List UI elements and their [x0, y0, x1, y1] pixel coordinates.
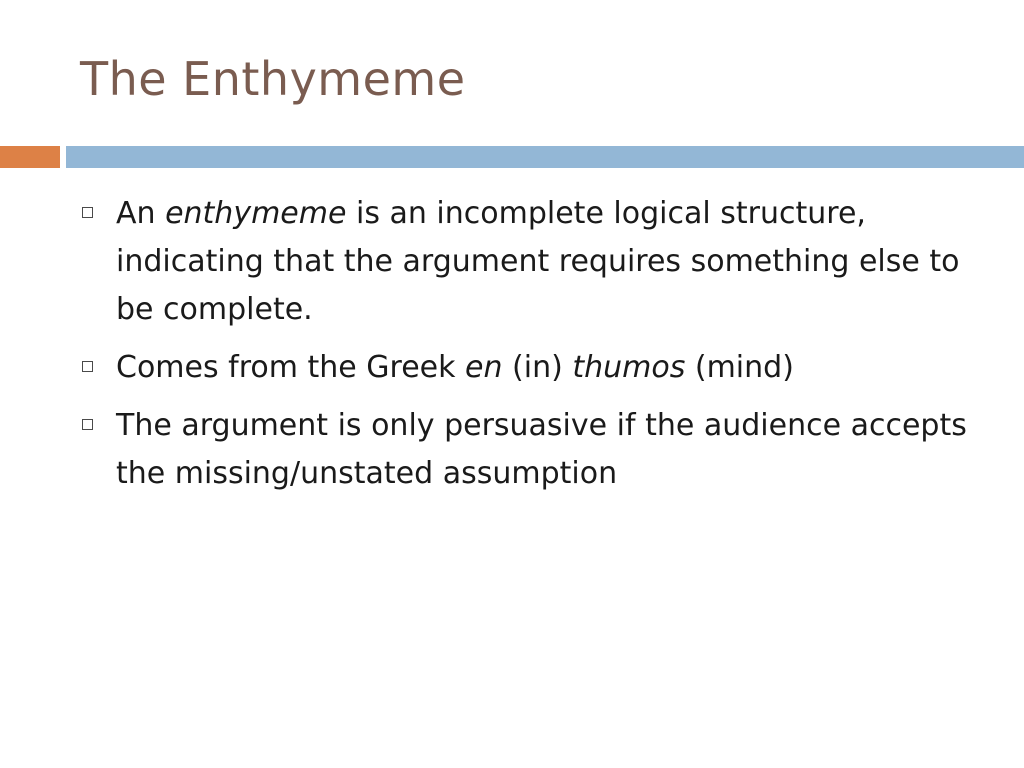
bullet-text: (in)	[502, 350, 573, 385]
bullet-item-enthymeme-definition	[82, 190, 992, 334]
bullet-item-persuasion	[82, 402, 992, 498]
bullet-text: An	[116, 196, 166, 231]
bullet-text: The argument is only persuasive if the audience accepts the missing/unstated assumption	[116, 408, 967, 491]
bullet-term-italic: en	[465, 350, 503, 385]
bullet-list	[82, 190, 992, 508]
bullet-term-italic: thumos	[572, 350, 686, 385]
accent-bar	[0, 146, 60, 168]
square-bullet-icon	[82, 361, 93, 372]
slide-title: The Enthymeme	[80, 52, 466, 106]
bullet-text: is an incomplete logical structure, indicating that the argument requires something else to be complete.	[116, 196, 960, 327]
square-bullet-icon	[82, 207, 93, 218]
title-divider-bar	[66, 146, 1024, 168]
bullet-text: Comes from the Greek	[116, 350, 466, 385]
bullet-text: (mind)	[685, 350, 794, 385]
square-bullet-icon	[82, 419, 93, 430]
bullet-term-italic: enthymeme	[165, 196, 347, 231]
bullet-item-etymology	[82, 344, 992, 392]
